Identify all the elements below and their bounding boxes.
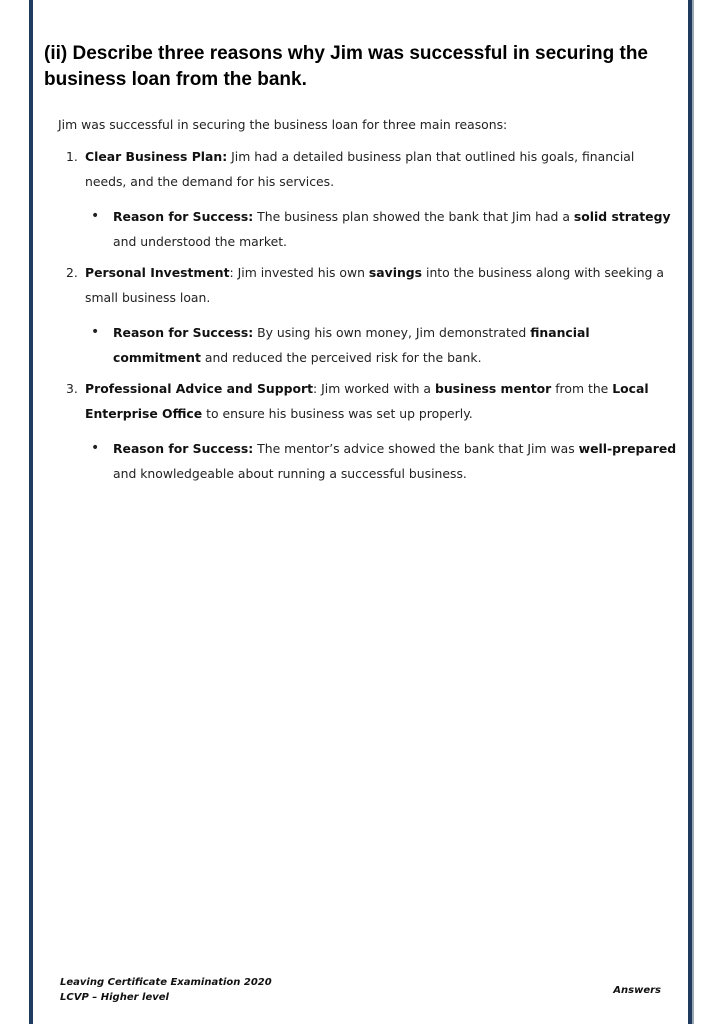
sub-label: Reason for Success: bbox=[113, 441, 254, 456]
sub-text: and understood the market. bbox=[113, 234, 288, 249]
sub-bold: solid strategy bbox=[573, 209, 671, 224]
answer-intro: Jim was successful in securing the business loan for three main reasons: bbox=[58, 117, 508, 132]
reason-sub-item bbox=[85, 204, 678, 254]
reason-title: Professional Advice and Support bbox=[85, 381, 313, 396]
reason-number: 3. bbox=[66, 381, 78, 396]
reason-text: : Jim invested his own bbox=[229, 265, 369, 280]
sub-label: Reason for Success: bbox=[113, 325, 254, 340]
sub-label: Reason for Success: bbox=[113, 209, 254, 224]
reason-text: Jim had a detailed business plan that outlined his goals, financial needs, and the demand for his services. bbox=[85, 149, 635, 189]
sub-text: and knowledgeable about running a successful business. bbox=[113, 466, 467, 481]
reason-sub-list bbox=[85, 320, 678, 370]
reason-number: 2. bbox=[66, 265, 78, 280]
reason-bold: Local Enterprise Office bbox=[85, 381, 649, 421]
reason-sub-list bbox=[85, 436, 678, 486]
page-border-right-shadow bbox=[692, 0, 694, 1024]
sub-text: The business plan showed the bank that Jim had a bbox=[253, 209, 574, 224]
reason-text: from the bbox=[551, 381, 613, 396]
reason-bold: savings bbox=[368, 265, 423, 280]
reason-title: Personal Investment bbox=[85, 265, 230, 280]
bullet-icon: • bbox=[91, 440, 100, 456]
answer-body bbox=[58, 112, 678, 492]
reason-bold: business mentor bbox=[434, 381, 552, 396]
footer-exam-title: Leaving Certificate Examination 2020 bbox=[60, 977, 272, 988]
footer-exam-info bbox=[60, 975, 272, 1005]
reason-list bbox=[58, 144, 678, 486]
sub-text: By using his own money, Jim demonstrated bbox=[253, 325, 531, 340]
bullet-icon: • bbox=[91, 208, 100, 224]
sub-bold: financial commitment bbox=[113, 325, 590, 365]
sub-text: The mentor’s advice showed the bank that Jim was bbox=[253, 441, 579, 456]
reason-item-1 bbox=[58, 144, 678, 254]
bullet-icon: • bbox=[91, 324, 100, 340]
reason-text: to ensure his business was set up properly. bbox=[202, 406, 473, 421]
reason-sub-item bbox=[85, 320, 678, 370]
question-heading: (ii) Describe three reasons why Jim was successful in securing the business loan from the bank. bbox=[44, 43, 649, 90]
reason-text: : Jim worked with a bbox=[313, 381, 435, 396]
sub-text: and reduced the perceived risk for the bank. bbox=[200, 350, 482, 365]
footer-answers-label: Answers bbox=[613, 985, 661, 996]
reason-item-2 bbox=[58, 260, 678, 370]
sub-bold: well-prepared bbox=[578, 441, 677, 456]
footer-exam-level: LCVP – Higher level bbox=[60, 992, 169, 1003]
reason-sub-item bbox=[85, 436, 678, 486]
reason-text: into the business along with seeking a small business loan. bbox=[85, 265, 664, 305]
reason-number: 1. bbox=[66, 149, 78, 164]
reason-sub-list bbox=[85, 204, 678, 254]
reason-title: Clear Business Plan: bbox=[85, 149, 228, 164]
page-border-left bbox=[29, 0, 33, 1024]
reason-item-3 bbox=[58, 376, 678, 486]
